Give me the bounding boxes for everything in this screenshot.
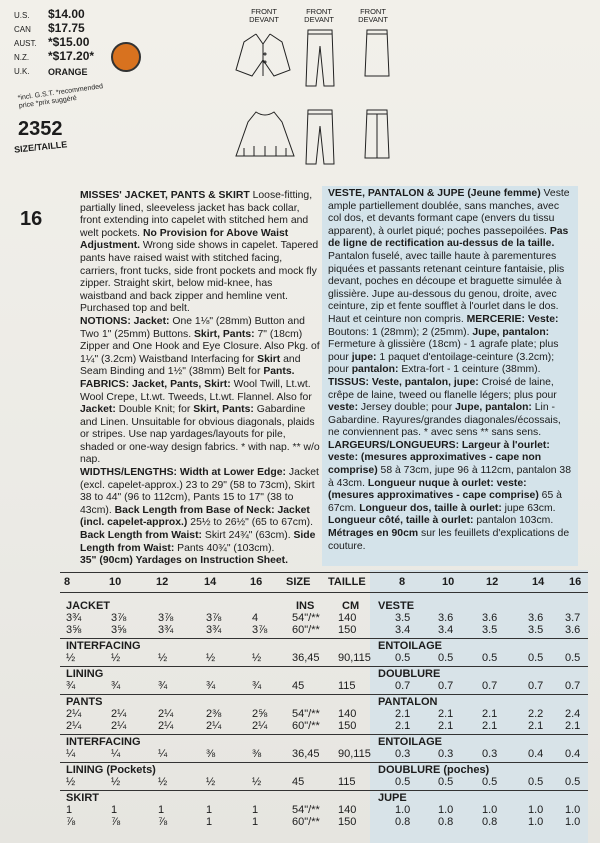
yardage-cell-m: 0.4 [528, 748, 544, 760]
size-header: 8 [64, 576, 71, 588]
yardage-cell-m: 3.6 [565, 624, 581, 636]
table-section-en: LINING [66, 668, 104, 680]
yardage-cell-in: 1 [158, 804, 165, 816]
size-header: 14 [204, 576, 217, 588]
jacket-back-sketch-icon [234, 108, 296, 162]
size-header: 12 [156, 576, 169, 588]
table-section-fr: DOUBLURE (poches) [378, 764, 490, 776]
yardage-cell-in: ½ [66, 776, 76, 788]
yardage-cell-in: ¼ [158, 748, 168, 760]
sketch-label-jacket: FRONT DEVANT [249, 7, 279, 24]
yardage-cell-in: 2¼ [111, 720, 127, 732]
yardage-note: 35" (90cm) Yardages on Instruction Sheet. [80, 555, 288, 567]
yardage-cell-in: ¾ [252, 680, 262, 692]
yardage-cell-in: 1 [206, 816, 213, 828]
yardage-cell-in: 1 [252, 816, 259, 828]
yardage-cell-m: 3.6 [528, 612, 544, 624]
gst-note: *incl. G.S.T. *recommended price *prix suggéré [17, 83, 104, 110]
pants-front-sketch-icon [302, 28, 338, 88]
orange-price-dot-icon [111, 42, 141, 72]
yardage-cell-m: 2.1 [438, 708, 454, 720]
yardage-cell-in: ½ [158, 652, 168, 664]
table-divider [60, 790, 588, 791]
yardage-cell-in: 1 [206, 804, 213, 816]
yardage-cell-in: ¾ [206, 680, 216, 692]
fabric-width-in: 45 [292, 776, 305, 788]
yardage-cell-m: 1.0 [482, 804, 498, 816]
yardage-cell-m: 3.5 [528, 624, 544, 636]
yardage-cell-m: 3.6 [482, 612, 498, 624]
fabric-width-in: 60"/** [292, 816, 320, 828]
yardage-cell-m: 1.0 [395, 804, 411, 816]
yardage-cell-in: 2¼ [111, 708, 127, 720]
yardage-cell-m: 2.1 [482, 708, 498, 720]
yardage-cell-m: 2.1 [395, 720, 411, 732]
yardage-cell-m: 0.5 [395, 652, 411, 664]
yardage-cell-m: 0.5 [565, 652, 581, 664]
yardage-cell-in: ½ [158, 776, 168, 788]
price-value: ORANGE [48, 67, 88, 77]
price-label: U.K. [14, 67, 30, 76]
fabric-width-cm: 140 [338, 612, 357, 624]
fabric-width-cm: 150 [338, 720, 357, 732]
yardage-cell-m: 0.7 [565, 680, 581, 692]
size-column-header: SIZE [286, 576, 311, 588]
yardage-cell-m: 0.7 [395, 680, 411, 692]
yardage-cell-in: 3¾ [158, 624, 174, 636]
yardage-cell-m: 1.0 [528, 816, 544, 828]
yardage-cell-m: 2.1 [395, 708, 411, 720]
fabric-width-in: 36,45 [292, 652, 320, 664]
price-label: CAN [14, 25, 31, 34]
price-label: N.Z. [14, 53, 30, 62]
yardage-cell-in: 3⅞ [158, 612, 174, 624]
french-description: VESTE, PANTALON & JUPE (Jeune femme) Veste ample partiellement doublée, sans manches, avec col dos, et devants formant cape (envers du tissu apparent), à ourlet piqué; poches passepoilées. Pas de ligne de rectification au-dessus de la taille. Pantalon fuselé, avec taille haute à parementures piquées et passants retenant ceinture fantaisie, plis devant, poches en découpe et braguette simulée à glissière. Jupe au-dessous du genou, droite, avec ceinture, zip et fente soufflet à l'ourlet dans le dos. Haut et ceinture non compris. MERCERIE: Veste: Boutons: 1 (28mm); 2 (25mm). Jupe, pantalon: Fermeture à glissière (18cm) - 1 agrafe plate; plus pour jupe: 1 paquet d'entoilage-ceinture (3.2cm); pour pantalon: Extra-fort - 1 ceinture (38mm). TISSUS: Veste, pantalon, jupe: Croisé de laine, crêpe de laine, tweed ou flanelle légers; plus pour veste: Jersey double; pour Jupe, pantalon: Lin - Gabardine. Rayures/grandes diagonales/écossais, ne conviennent pas. * avec sens ** sans sens. LARGEURS/LONGUEURS: Largeur à l'ourlet: veste: (mesures approximatives - cape non comprise) 58 à 73cm, jupe 96 à 112cm, pantalon 38 à 43cm. Longueur nuque à ourlet: veste: (mesures approximatives - cape comprise) 65 à 67cm. Longueur dos, taille à ourlet: jupe 63cm. Longueur côté, taille à ourlet: pantalon 103cm. Métrages en 90cm sur les feuillets d'explications de couture. [322, 186, 578, 566]
yardage-cell-in: 3¾ [206, 624, 222, 636]
yardage-cell-m: 0.8 [395, 816, 411, 828]
yardage-cell-m: 0.8 [482, 816, 498, 828]
yardage-cell-in: ⅞ [158, 816, 168, 828]
yardage-cell-in: ¾ [111, 680, 121, 692]
yardage-cell-m: 3.4 [395, 624, 411, 636]
skirt-back-sketch-icon [362, 108, 392, 160]
table-section-en: INTERFACING [66, 736, 141, 748]
taille-column-header: TAILLE [328, 576, 366, 588]
ins-header: INS [296, 600, 315, 612]
yardage-cell-in: ⅞ [111, 816, 121, 828]
yardage-cell-in: 3⅞ [111, 612, 127, 624]
table-section-en: SKIRT [66, 792, 99, 804]
taille-header: 14 [532, 576, 545, 588]
fabric-width-cm: 90,115 [338, 748, 371, 760]
yardage-cell-in: 3⅞ [252, 624, 268, 636]
table-divider [60, 666, 588, 667]
pattern-number: 2352 [18, 118, 63, 140]
yardage-cell-m: 0.3 [395, 748, 411, 760]
table-section-en: JACKET [66, 600, 111, 612]
taille-header: 12 [486, 576, 499, 588]
yardage-cell-m: 0.5 [395, 776, 411, 788]
yardage-cell-in: ⅜ [206, 748, 216, 760]
yardage-cell-in: 2¼ [206, 720, 222, 732]
yardage-cell-m: 0.3 [438, 748, 454, 760]
sketch-label-pants: FRONT DEVANT [304, 7, 334, 24]
yardage-cell-m: 3.5 [395, 612, 411, 624]
yardage-cell-in: 2¼ [66, 708, 82, 720]
table-divider [60, 572, 588, 573]
skirt-front-sketch-icon [362, 28, 392, 78]
table-divider [60, 734, 588, 735]
yardage-cell-m: 0.5 [528, 652, 544, 664]
fabric-width-cm: 150 [338, 624, 357, 636]
mercerie-label: MERCERIE: Veste: [466, 313, 559, 325]
fabric-width-cm: 115 [338, 776, 356, 788]
price-label: AUST. [14, 39, 37, 48]
taille-header: 8 [399, 576, 406, 588]
yardage-cell-in: 1 [252, 804, 259, 816]
english-title: MISSES' JACKET, PANTS & SKIRT [80, 190, 250, 201]
yardage-cell-m: 2.1 [482, 720, 498, 732]
fabric-width-cm: 140 [338, 708, 357, 720]
yardage-cell-in: ½ [111, 776, 121, 788]
yardage-cell-m: 2.1 [438, 720, 454, 732]
yardage-cell-in: 2¼ [158, 720, 174, 732]
yardage-cell-in: 3⅞ [206, 612, 222, 624]
yardage-cell-m: 0.5 [528, 776, 544, 788]
table-section-fr: DOUBLURE [378, 668, 441, 680]
fabric-width-in: 45 [292, 680, 305, 692]
table-divider [60, 762, 588, 763]
yardage-cell-m: 0.7 [438, 680, 454, 692]
table-section-fr: ENTOILAGE [378, 640, 442, 652]
size-header: 16 [250, 576, 263, 588]
fabric-width-in: 54"/** [292, 804, 320, 816]
yardage-cell-in: 3⅝ [111, 624, 127, 636]
yardage-cell-m: 3.4 [438, 624, 454, 636]
yardage-cell-in: ⅞ [66, 816, 76, 828]
yardage-cell-m: 0.7 [528, 680, 544, 692]
yardage-cell-m: 0.5 [438, 776, 454, 788]
yardage-cell-in: 2¼ [158, 708, 174, 720]
size-header: 10 [109, 576, 122, 588]
table-section-en: LINING (Pockets) [66, 764, 156, 776]
fabric-width-cm: 115 [338, 680, 356, 692]
table-divider [60, 638, 588, 639]
yardage-cell-in: ¾ [158, 680, 168, 692]
yardage-cell-m: 1.0 [565, 804, 581, 816]
fabric-width-in: 60"/** [292, 624, 320, 636]
fabric-width-cm: 90,115 [338, 652, 371, 664]
yardage-cell-m: 2.4 [565, 708, 581, 720]
yardage-cell-in: ½ [252, 652, 262, 664]
yardage-cell-in: 3⅝ [66, 624, 82, 636]
fabric-width-cm: 140 [338, 804, 357, 816]
table-section-en: INTERFACING [66, 640, 141, 652]
price-label: U.S. [14, 11, 30, 20]
section-number: 16 [20, 208, 43, 230]
yardage-cell-m: 0.5 [565, 776, 581, 788]
fabric-width-in: 60"/** [292, 720, 320, 732]
yardage-cell-in: 2¼ [252, 720, 268, 732]
price-value: *$15.00 [48, 35, 90, 49]
yardage-cell-m: 0.5 [482, 652, 498, 664]
table-section-fr: PANTALON [378, 696, 438, 708]
yardage-cell-m: 0.4 [565, 748, 581, 760]
yardage-cell-in: ½ [206, 652, 216, 664]
yardage-cell-in: ¾ [66, 680, 76, 692]
size-label: SIZE/TAILLE [13, 139, 68, 155]
yardage-cell-in: ½ [252, 776, 262, 788]
price-value: $14.00 [48, 7, 85, 21]
english-description: MISSES' JACKET, PANTS & SKIRT Loose-fitting, partially lined, sleeveless jacket has back collar, front extending into capelet with stitched hem and welt pockets. No Provision for Above Waist Adjustment. Wrong side shows in capelet. Tapered pants have raised waist with stitched facing, carriers, front tucks, side front pockets and mock fly zipper. Straight skirt, below mid-knee, has waistband and back zipper and hemline vent. Purchased top and belt. NOTIONS: Jacket: One 1⅛" (28mm) Button and Two 1" (25mm) Buttons. Skirt, Pants: 7" (18cm) Zipper and One Hook and Eye Closure. Also Pkg. of 1¼" (3.2cm) Waistband Interfacing for Skirt and Seam Binding and 1½" (38mm) Belt for Pants. FABRICS: Jacket, Pants, Skirt: Wool Twill, Lt.wt. Wool Crepe, Lt.wt. Tweeds, Lt.wt. Flannel. Also for Jacket: Double Knit; for Skirt, Pants: Gabardine and Linen. Unsuitable for obvious diagonals, plaids or stripes. Use nap yardages/layouts for pile, shaded or one-way design fabrics. * with nap. ** w/o nap. WIDTHS/LENGTHS: Width at Lower Edge: Jacket (excl. capelet-approx.) 23 to 29" (58 to 73cm), Skirt 38 to 44" (96 to 112cm), Pants 15 to 17" (38 to 43cm). Back Length from Base of Neck: Jacket (incl. capelet-approx.) 25½ to 26½" (65 to 67cm). Back Length from Waist: Skirt 24¾" (63cm). Side Length from Waist: Pants 40¾" (103cm). 35" (90cm) Yardages on Instruction Sheet. [80, 190, 320, 567]
table-divider [60, 592, 588, 593]
table-section-fr: VESTE [378, 600, 415, 612]
cm-header: CM [342, 600, 360, 612]
yardage-cell-m: 0.7 [482, 680, 498, 692]
yardage-table [60, 570, 588, 843]
yardage-cell-in: 2¼ [66, 720, 82, 732]
fabric-width-in: 36,45 [292, 748, 320, 760]
table-section-en: PANTS [66, 696, 103, 708]
yardage-cell-m: 0.8 [438, 816, 454, 828]
table-divider [60, 694, 588, 695]
yardage-cell-in: 2⅝ [252, 708, 268, 720]
tissus-label: TISSUS: Veste, pantalon, jupe: [328, 376, 479, 388]
yardage-cell-m: 3.7 [565, 612, 581, 624]
french-title: VESTE, PANTALON & JUPE (Jeune femme) [328, 188, 541, 199]
notions-label: NOTIONS: Jacket: [80, 315, 170, 327]
sketch-label-skirt: FRONT DEVANT [358, 7, 388, 24]
yardage-cell-in: ⅜ [252, 748, 262, 760]
yardage-cell-in: ½ [206, 776, 216, 788]
yardage-cell-in: 4 [252, 612, 259, 624]
table-section-fr: JUPE [378, 792, 407, 804]
yardage-cell-in: ¼ [111, 748, 121, 760]
fabric-width-cm: 150 [338, 816, 357, 828]
yardage-cell-m: 0.5 [482, 776, 498, 788]
table-section-fr: ENTOILAGE [378, 736, 442, 748]
yardage-cell-in: ½ [66, 652, 76, 664]
jacket-front-sketch-icon [232, 30, 294, 82]
yardage-cell-in: ¼ [66, 748, 76, 760]
fabric-width-in: 54"/** [292, 708, 320, 720]
yardage-cell-m: 1.0 [565, 816, 581, 828]
largeurs-label: LARGEURS/LONGUEURS: Largeur à l'ourlet: veste: (mesures approximatives - cape non comprise) [328, 439, 550, 477]
price-value: $17.75 [48, 21, 85, 35]
yardage-cell-m: 1.0 [528, 804, 544, 816]
fabric-width-in: 54"/** [292, 612, 320, 624]
yardage-cell-in: 3¾ [66, 612, 82, 624]
pants-back-sketch-icon [302, 108, 338, 166]
taille-header: 16 [569, 576, 582, 588]
yardage-cell-m: 2.2 [528, 708, 544, 720]
yardage-cell-m: 0.5 [438, 652, 454, 664]
yardage-cell-m: 0.3 [482, 748, 498, 760]
widths-label: WIDTHS/LENGTHS: Width at Lower Edge: [80, 467, 286, 479]
yardage-cell-m: 3.6 [438, 612, 454, 624]
yardage-cell-in: 1 [111, 804, 118, 816]
price-value: *$17.20* [48, 49, 95, 63]
fabrics-label: FABRICS: Jacket, Pants, Skirt: [80, 378, 231, 390]
yardage-cell-m: 2.1 [565, 720, 581, 732]
yardage-cell-m: 1.0 [438, 804, 454, 816]
taille-header: 10 [442, 576, 455, 588]
yardage-cell-m: 2.1 [528, 720, 544, 732]
yardage-cell-in: 1 [66, 804, 73, 816]
yardage-cell-m: 3.5 [482, 624, 498, 636]
yardage-cell-in: 2⅜ [206, 708, 222, 720]
yardage-cell-in: ½ [111, 652, 121, 664]
